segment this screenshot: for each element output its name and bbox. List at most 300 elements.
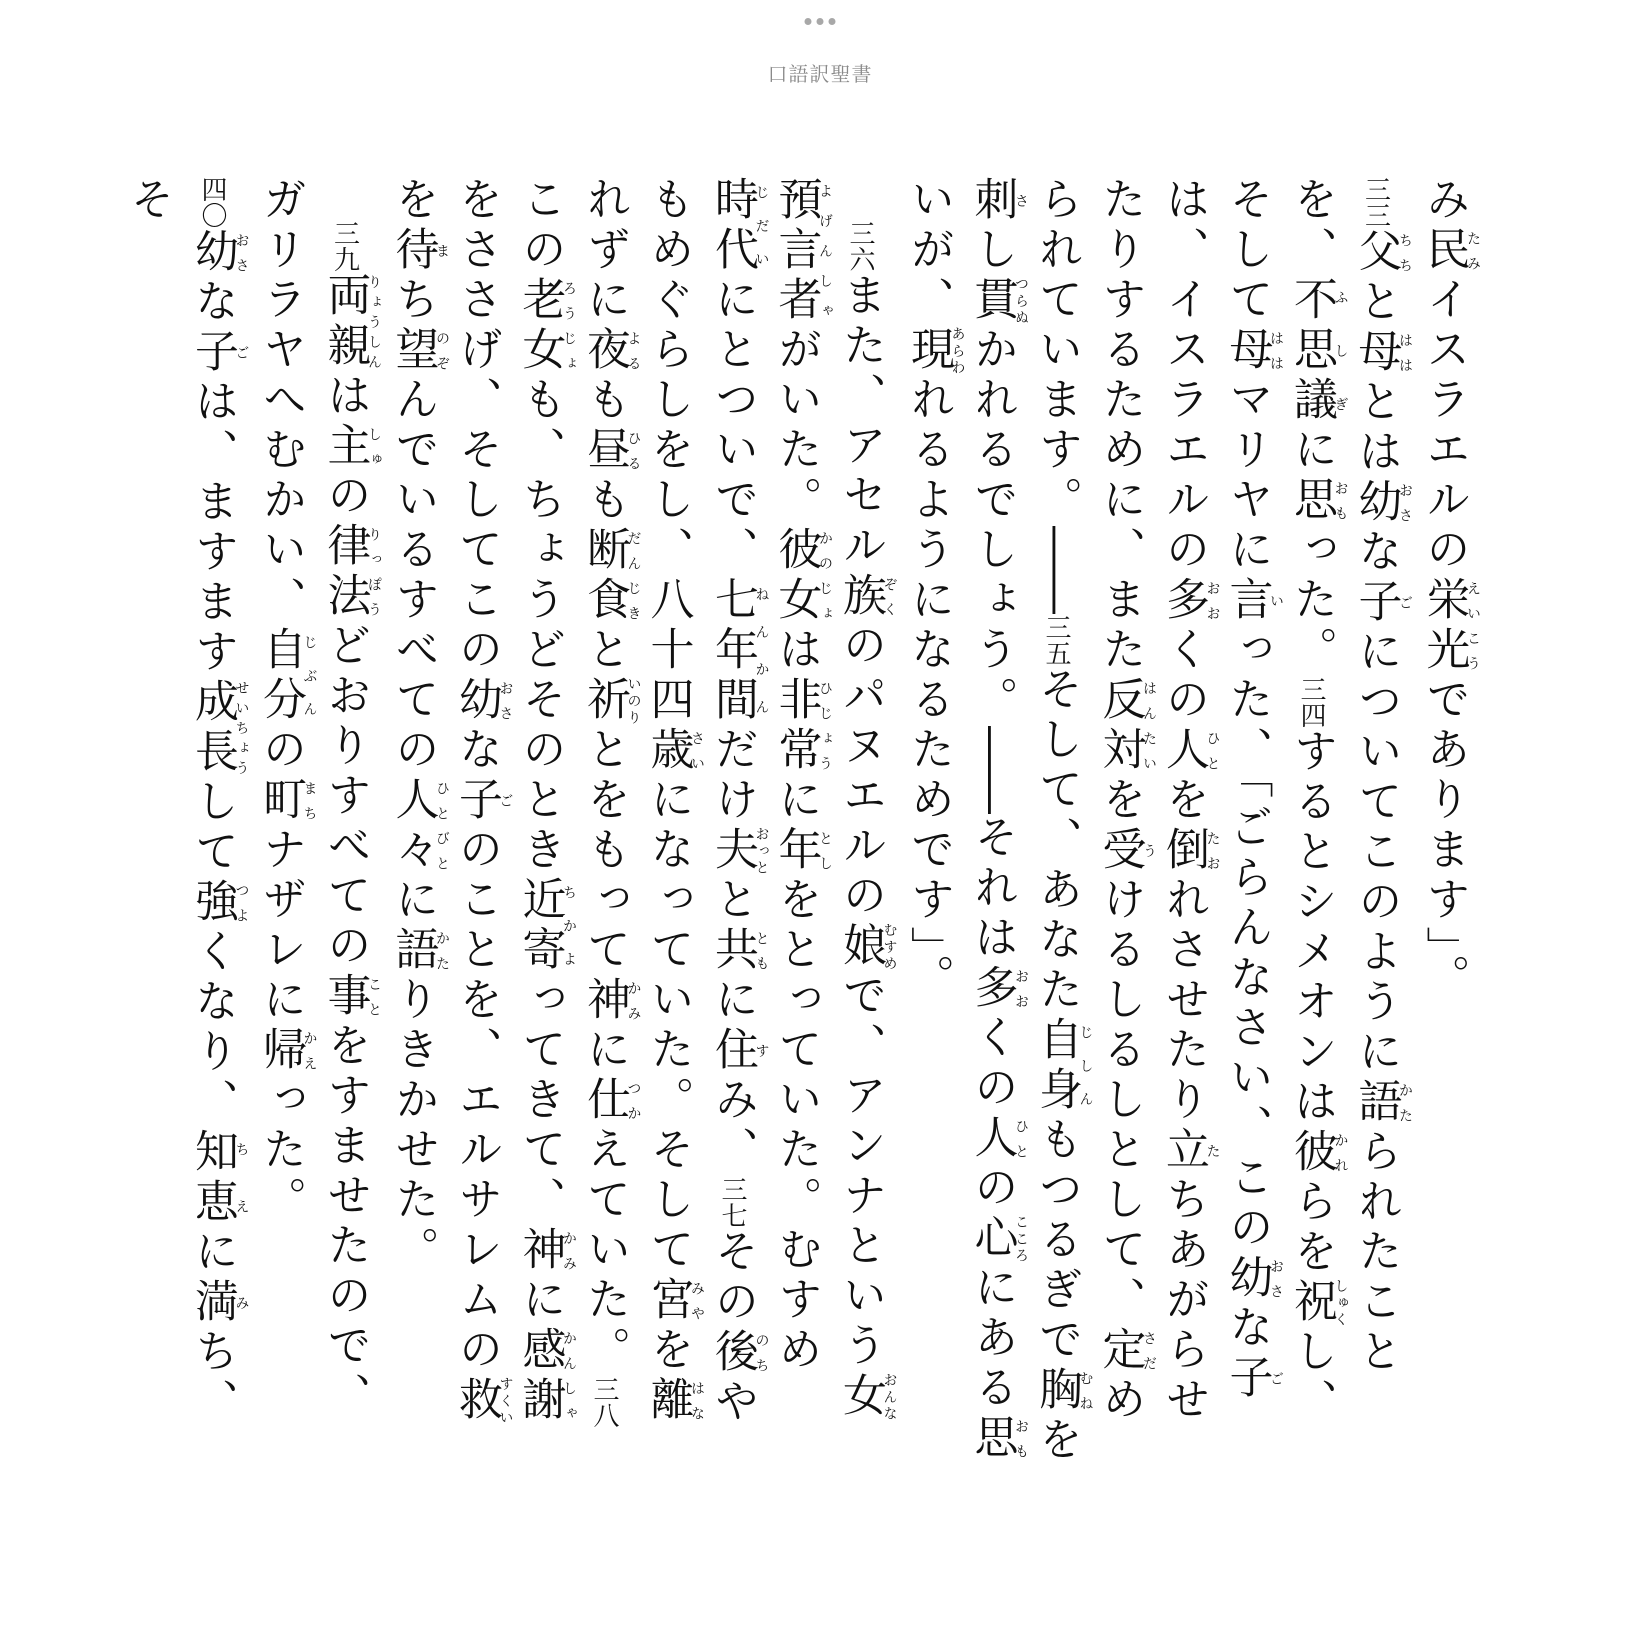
ruby-base: 言 xyxy=(1221,576,1273,626)
furigana: さい xyxy=(689,726,705,776)
ruby-word xyxy=(707,1328,770,1378)
text-run: だけ xyxy=(707,726,758,826)
text-run: は xyxy=(770,626,822,676)
furigana: かみ xyxy=(625,976,642,1026)
furigana: ちち xyxy=(1397,228,1413,278)
furigana: ま xyxy=(434,226,450,276)
text-run: な xyxy=(451,726,502,776)
ruby-base: 離 xyxy=(642,1376,694,1426)
ruby-word xyxy=(1350,1078,1413,1128)
ruby-word xyxy=(1286,1278,1349,1328)
ruby-base: 子 xyxy=(451,776,502,826)
furigana: い xyxy=(1268,576,1284,626)
ruby-word xyxy=(451,776,514,826)
text-run: それは xyxy=(966,814,1018,964)
text-run: し xyxy=(966,226,1018,276)
furigana: すくい xyxy=(497,1376,514,1426)
furigana: かのじょ xyxy=(817,526,833,626)
ruby-word xyxy=(1094,826,1157,876)
ruby-base: 現 xyxy=(903,326,954,376)
furigana: おさ xyxy=(1268,1254,1284,1304)
ruby-word xyxy=(319,972,382,1022)
ruby-word xyxy=(1158,826,1221,876)
paragraph xyxy=(116,176,249,1466)
ruby-word xyxy=(1158,726,1221,776)
ruby-word xyxy=(1221,576,1284,626)
furigana: おさ xyxy=(233,228,250,278)
ruby-word xyxy=(835,922,898,972)
text-run: えていた。 xyxy=(579,1126,630,1376)
ruby-base: 受 xyxy=(1094,826,1146,876)
text-run: に xyxy=(514,1276,566,1326)
ruby-base: 母 xyxy=(1221,326,1273,376)
ruby-base: 神 xyxy=(579,976,630,1026)
ruby-word xyxy=(514,276,577,376)
ruby-word xyxy=(1031,1016,1094,1116)
text-run: けるしるしとして、 xyxy=(1094,876,1146,1326)
ruby-word xyxy=(1221,326,1284,376)
text-run: も xyxy=(579,376,630,426)
ruby-word xyxy=(835,572,898,622)
furigana: せいちょう xyxy=(233,678,250,778)
text-run: についてこのように xyxy=(1350,628,1402,1078)
furigana: のぞ xyxy=(434,326,450,376)
ruby-base: 知恵 xyxy=(187,1128,238,1228)
ruby-word xyxy=(187,1128,250,1228)
ruby-base: 満 xyxy=(187,1278,238,1328)
text-run: な xyxy=(1350,528,1402,578)
ruby-word xyxy=(514,1326,577,1426)
furigana: ちえ xyxy=(233,1128,250,1228)
furigana: かた xyxy=(434,926,450,976)
ruby-base: 語 xyxy=(387,926,439,976)
ruby-word xyxy=(579,1076,642,1126)
furigana: ひと xyxy=(1204,726,1221,776)
text-run: は xyxy=(319,372,371,422)
furigana: た xyxy=(1204,1126,1221,1176)
ruby-base: 子 xyxy=(1350,578,1402,628)
text-run: に xyxy=(1286,426,1337,476)
furigana: かれ xyxy=(1332,1128,1349,1178)
verse-number: 三七 xyxy=(717,1176,747,1228)
text-run: と xyxy=(707,876,758,926)
text-run: に xyxy=(579,1026,630,1076)
text-run: この xyxy=(514,176,566,276)
furigana: とし xyxy=(817,826,833,876)
text-run: な xyxy=(1221,1304,1273,1354)
ruby-word xyxy=(1350,328,1413,378)
furigana: さ xyxy=(1013,176,1029,226)
ruby-base: 定 xyxy=(1094,1326,1146,1376)
ruby-word xyxy=(903,326,966,376)
ruby-base: 自分 xyxy=(255,626,306,726)
furigana: はんたい xyxy=(1141,676,1157,776)
paragraph xyxy=(381,176,897,1466)
ruby-word xyxy=(770,526,833,626)
text-run: ちあがらせたりするために、また xyxy=(1094,176,1209,1426)
text-run: られたことを、 xyxy=(1286,176,1402,1378)
text-run: の xyxy=(319,472,371,522)
text-run: をとっていた。むすめ xyxy=(770,876,822,1376)
text-run: とは xyxy=(1350,378,1402,478)
text-run: も、ちょうどそのとき xyxy=(514,376,566,876)
text-run: くの xyxy=(1158,626,1209,726)
ruby-base: 歳 xyxy=(642,726,694,776)
ruby-base: 女 xyxy=(835,1372,886,1422)
ruby-word xyxy=(1286,1128,1349,1178)
ruby-word xyxy=(642,1276,705,1326)
furigana: たみ xyxy=(1465,226,1481,276)
furigana: かえ xyxy=(301,1026,318,1076)
ruby-base: 人々 xyxy=(387,776,439,876)
ruby-word xyxy=(1094,676,1157,776)
ruby-word xyxy=(1350,478,1413,528)
text-run: に xyxy=(707,976,758,1026)
ruby-word xyxy=(1286,276,1349,426)
furigana: ひる xyxy=(625,426,642,476)
ruby-word xyxy=(514,1226,577,1276)
text-run: れずに xyxy=(579,176,630,326)
furigana: す xyxy=(753,1026,770,1076)
text-run: み xyxy=(1418,176,1470,226)
ruby-word xyxy=(966,964,1029,1014)
text-run: は、イスラエルの xyxy=(1158,176,1209,576)
ruby-word xyxy=(642,726,705,776)
ruby-word xyxy=(966,1114,1029,1164)
furigana: う xyxy=(1141,826,1157,876)
ruby-base: 族 xyxy=(835,572,886,622)
ruby-base: 時代 xyxy=(707,176,758,276)
text-run: れるようになるためです」。 xyxy=(903,376,954,1004)
verse-number: 三九 xyxy=(329,220,360,272)
text-run: な xyxy=(187,278,238,328)
furigana: ちかよ xyxy=(561,876,577,976)
furigana: おお xyxy=(1013,964,1029,1014)
ruby-base: 後 xyxy=(707,1328,758,1378)
ruby-word xyxy=(642,1376,705,1426)
text-run: ち、そ xyxy=(122,176,238,1428)
furigana: おも xyxy=(1013,1414,1029,1464)
furigana: つよ xyxy=(233,878,250,928)
text-run: くなり、 xyxy=(187,928,238,1128)
furigana: おも xyxy=(1332,476,1349,526)
vertical-text-body xyxy=(122,176,1481,1466)
ruby-base: 父 xyxy=(1350,228,1402,278)
ruby-base: 非常 xyxy=(770,676,822,776)
furigana: かみ xyxy=(561,1226,577,1276)
ruby-base: 断食 xyxy=(579,526,630,626)
text-run: を xyxy=(1094,776,1146,826)
furigana: おさ xyxy=(1397,478,1413,528)
verse-number: 三八 xyxy=(589,1376,619,1428)
text-run: のパヌエルの xyxy=(835,622,886,922)
ruby-word xyxy=(770,176,833,326)
ruby-base: 感謝 xyxy=(514,1326,566,1426)
dot xyxy=(817,18,824,25)
ruby-word xyxy=(770,676,833,776)
ruby-word xyxy=(255,626,318,726)
ruby-word xyxy=(1286,476,1349,526)
text-run: また、アセル xyxy=(835,272,886,572)
text-run: で、アンナという xyxy=(835,972,886,1372)
ruby-word xyxy=(1221,1254,1284,1304)
ruby-word xyxy=(319,522,382,622)
ruby-word xyxy=(579,526,642,626)
ruby-base: 強 xyxy=(187,878,238,928)
paragraph xyxy=(249,176,382,1466)
ruby-base: 彼女 xyxy=(770,526,822,626)
em-dash: ―― xyxy=(966,726,1018,814)
ruby-word xyxy=(707,926,770,976)
text-run: をすませたので、ガリラヤへむかい、 xyxy=(255,176,371,1422)
text-run: どおりすべての xyxy=(319,622,371,972)
ruby-base: 人 xyxy=(966,1114,1018,1164)
ruby-word xyxy=(1221,1354,1284,1404)
ruby-base: 心 xyxy=(966,1214,1018,1264)
text-run: その xyxy=(707,1228,758,1328)
ruby-base: 七年間 xyxy=(707,576,758,726)
ruby-base: 倒 xyxy=(1158,826,1209,876)
furigana: はは xyxy=(1397,328,1413,378)
ruby-word xyxy=(966,1214,1029,1264)
ruby-base: 成長 xyxy=(187,678,238,778)
ruby-base: 望 xyxy=(387,326,439,376)
text-run: み、 xyxy=(707,1076,758,1176)
text-run: も xyxy=(579,476,630,526)
furigana: ひじょう xyxy=(817,676,833,776)
ruby-word xyxy=(255,776,318,826)
reader-page[interactable] xyxy=(122,176,1481,1466)
ruby-base: 救 xyxy=(451,1376,502,1426)
ruby-base: 町 xyxy=(255,776,306,826)
furigana: とも xyxy=(753,926,770,976)
text-run: った。 xyxy=(1286,526,1337,676)
em-dash: ―― xyxy=(1031,526,1082,614)
text-run: そして、あなた xyxy=(1031,666,1082,1016)
ruby-base: 思 xyxy=(1286,476,1337,526)
ruby-word xyxy=(835,1372,898,1422)
furigana: りっぽう xyxy=(366,522,382,622)
ruby-base: 反対 xyxy=(1094,676,1146,776)
ruby-word xyxy=(1094,1326,1157,1376)
text-run: りきかせた。 xyxy=(387,976,439,1276)
ruby-base: 昼 xyxy=(579,426,630,476)
ruby-word xyxy=(1350,228,1413,278)
furigana: ひと xyxy=(1013,1114,1029,1164)
ruby-base: 子 xyxy=(187,328,238,378)
ruby-base: 貫 xyxy=(966,276,1018,326)
ruby-word xyxy=(1350,578,1413,628)
furigana: ご xyxy=(497,776,514,826)
text-run: に xyxy=(187,1228,238,1278)
verse-number: 三四 xyxy=(1296,676,1326,728)
furigana: いのり xyxy=(625,676,642,726)
furigana: むすめ xyxy=(881,922,898,972)
furigana: じだい xyxy=(753,176,770,276)
ruby-word xyxy=(579,976,642,1026)
furigana: はは xyxy=(1268,326,1284,376)
ruby-word xyxy=(579,426,642,476)
ruby-base: 帰 xyxy=(255,1026,306,1076)
ruby-word xyxy=(966,176,1029,226)
text-run: と xyxy=(579,626,630,676)
ruby-base: 語 xyxy=(1350,1078,1402,1128)
ruby-base: 多 xyxy=(1158,576,1209,626)
text-run: いが、 xyxy=(903,176,954,326)
text-run: ち xyxy=(387,276,439,326)
ruby-base: 住 xyxy=(707,1026,758,1076)
furigana: よげんしゃ xyxy=(817,176,833,326)
ruby-base: 彼 xyxy=(1286,1128,1337,1178)
furigana: つらぬ xyxy=(1013,276,1029,326)
ruby-base: 主 xyxy=(319,422,371,472)
text-run: にある xyxy=(966,1264,1018,1414)
text-run: の xyxy=(966,1164,1018,1214)
ruby-word xyxy=(319,422,382,472)
text-run: った。 xyxy=(255,1076,306,1226)
text-run: マリヤに xyxy=(1221,376,1273,576)
furigana: はな xyxy=(689,1376,705,1426)
ruby-base: 民 xyxy=(1418,226,1470,276)
furigana: おお xyxy=(1204,576,1221,626)
ruby-base: 年 xyxy=(770,826,822,876)
furigana: のち xyxy=(753,1328,770,1378)
text-run: を xyxy=(1158,776,1209,826)
ruby-base: 人 xyxy=(1158,726,1209,776)
text-run: と xyxy=(1350,278,1402,328)
ruby-base: 幼 xyxy=(1221,1254,1273,1304)
ruby-base: 事 xyxy=(319,972,371,1022)
furigana: こころ xyxy=(1013,1214,1029,1264)
ruby-base: 待 xyxy=(387,226,439,276)
ruby-word xyxy=(514,876,577,976)
text-run: して xyxy=(187,778,238,878)
text-run: になっていた。そして xyxy=(642,776,694,1276)
ruby-word xyxy=(966,1414,1029,1464)
ruby-base: 立 xyxy=(1158,1126,1209,1176)
text-run: を xyxy=(1031,1416,1082,1466)
ruby-base: 仕 xyxy=(579,1076,630,1126)
ruby-base: 娘 xyxy=(835,922,886,972)
verse-number: 三五 xyxy=(1041,614,1071,666)
ruby-base: 栄光 xyxy=(1418,576,1470,676)
verse-number: 三六 xyxy=(845,220,875,272)
furigana: じしん xyxy=(1077,1016,1094,1116)
text-run: ってきて、 xyxy=(514,976,566,1226)
ruby-word xyxy=(579,326,642,376)
text-run: んでいるすべての xyxy=(387,376,439,776)
furigana: こと xyxy=(366,972,382,1022)
ruby-base: 両親 xyxy=(319,272,371,372)
ruby-word xyxy=(387,326,450,376)
text-run: れさせたり xyxy=(1158,876,1209,1126)
ruby-base: 母 xyxy=(1350,328,1402,378)
ruby-word xyxy=(1158,576,1221,626)
text-run: やもめぐらしをし、八十四 xyxy=(642,176,758,1428)
ruby-base: 祝 xyxy=(1286,1278,1337,1328)
furigana: まち xyxy=(301,776,318,826)
ruby-base: 思 xyxy=(966,1414,1018,1464)
more-options-icon[interactable] xyxy=(805,18,836,25)
text-run: に xyxy=(770,776,822,826)
furigana: ぞく xyxy=(881,572,898,622)
ruby-word xyxy=(966,276,1029,326)
furigana: ふしぎ xyxy=(1332,276,1349,426)
furigana: じぶん xyxy=(301,626,318,726)
furigana: あらわ xyxy=(949,326,966,376)
ruby-word xyxy=(1418,226,1481,276)
furigana: ろうじょ xyxy=(561,276,577,376)
ruby-word xyxy=(319,272,382,372)
dot xyxy=(829,18,836,25)
text-run: くの xyxy=(966,1014,1018,1114)
ruby-word xyxy=(255,1026,318,1076)
ruby-base: 多 xyxy=(966,964,1018,1014)
text-run: を xyxy=(642,1326,694,1376)
ruby-word xyxy=(707,576,770,726)
text-run: し、そして xyxy=(1221,176,1337,1428)
furigana: ご xyxy=(233,328,250,378)
paragraph xyxy=(897,176,1413,1466)
ruby-word xyxy=(1031,1366,1094,1416)
furigana: ねんかん xyxy=(753,576,770,726)
ruby-base: 老女 xyxy=(514,276,566,376)
ruby-word xyxy=(707,1026,770,1076)
furigana: りょうしん xyxy=(366,272,382,372)
ruby-base: 幼 xyxy=(187,228,238,278)
dot xyxy=(805,18,812,25)
ruby-base: 子 xyxy=(1221,1354,1273,1404)
text-run: ナザレに xyxy=(255,826,306,1026)
ruby-word xyxy=(187,678,250,778)
text-run: であります」。 xyxy=(1418,676,1470,1004)
ruby-base: 預言者 xyxy=(770,176,822,326)
ruby-word xyxy=(387,926,450,976)
furigana: しゅく xyxy=(1332,1278,1349,1328)
text-run: に xyxy=(387,876,439,926)
furigana: おさ xyxy=(497,676,514,726)
ruby-base: 幼 xyxy=(451,676,502,726)
furigana: みや xyxy=(689,1276,705,1326)
ruby-word xyxy=(770,826,833,876)
ruby-base: 不思議 xyxy=(1286,276,1337,426)
text-run: められています。 xyxy=(1031,176,1146,1426)
furigana: よる xyxy=(625,326,642,376)
furigana: さだ xyxy=(1141,1326,1157,1376)
furigana: むね xyxy=(1077,1366,1094,1416)
text-run: のことを、エルサレムの xyxy=(451,826,502,1376)
text-run: かれるでしょう。 xyxy=(966,326,1018,726)
ruby-base: 宮 xyxy=(642,1276,694,1326)
paragraph xyxy=(1412,176,1480,1466)
furigana: ご xyxy=(1268,1354,1284,1404)
furigana: かんしゃ xyxy=(561,1326,577,1426)
text-run: は、ますます xyxy=(187,378,238,678)
ruby-base: 刺 xyxy=(966,176,1018,226)
ruby-word xyxy=(579,676,642,726)
ruby-base: 律法 xyxy=(319,522,371,622)
ruby-word xyxy=(187,228,250,278)
ruby-word xyxy=(387,776,450,876)
ruby-base: 幼 xyxy=(1350,478,1402,528)
text-run: もつるぎで xyxy=(1031,1116,1082,1366)
ruby-word xyxy=(451,1376,514,1426)
text-run: がいた。 xyxy=(770,326,822,526)
furigana: ご xyxy=(1397,578,1413,628)
ruby-word xyxy=(187,1278,250,1328)
furigana: えいこう xyxy=(1465,576,1481,676)
text-run: った、「ごらんなさい、この xyxy=(1221,626,1273,1254)
